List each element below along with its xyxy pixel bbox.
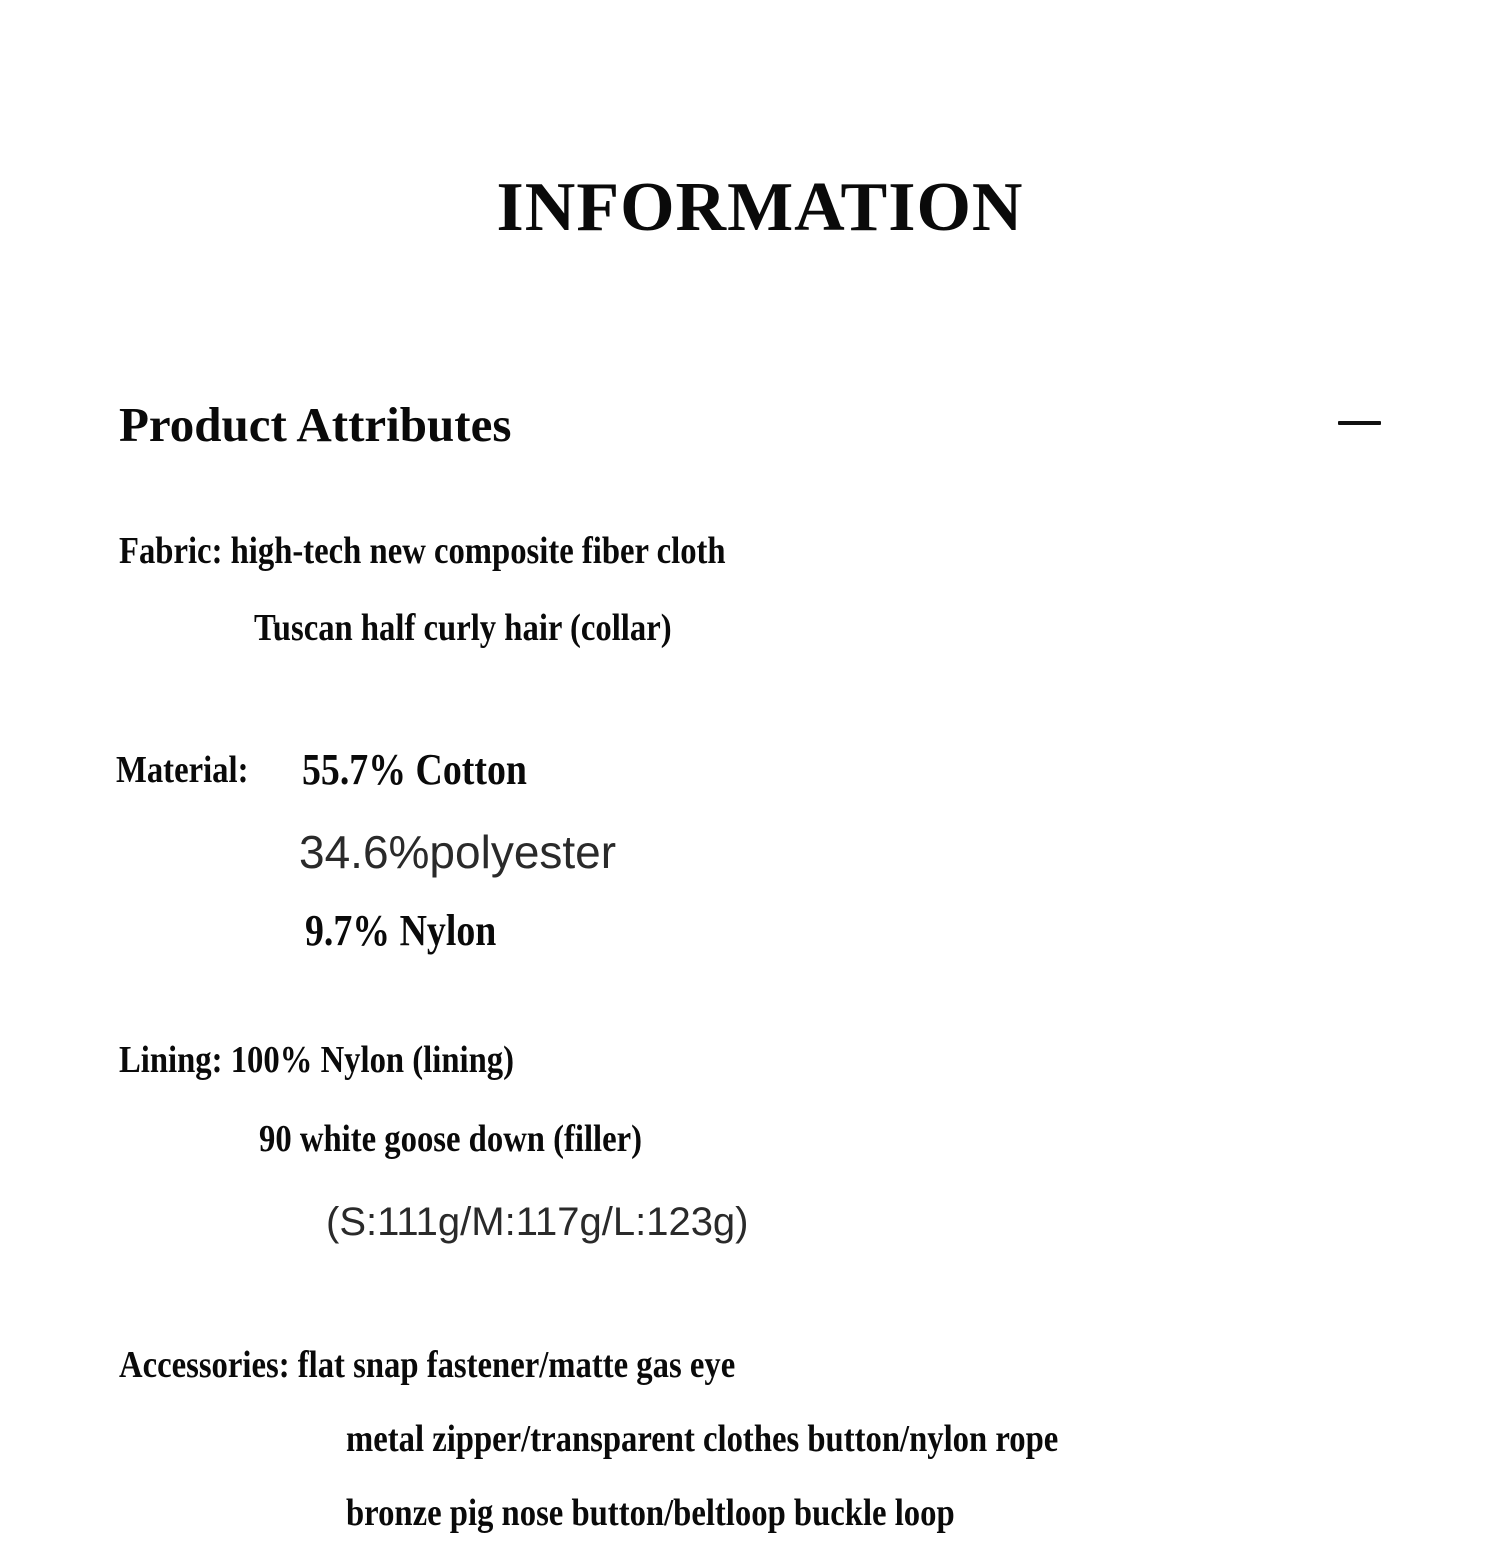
- lining-value-3: (S:111g/M:117g/L:123g): [326, 1200, 749, 1244]
- material-value-nylon: 9.7% Nylon: [305, 906, 497, 955]
- accessories-value-3: bronze pig nose button/beltloop buckle loop: [346, 1492, 955, 1534]
- fabric-row: [119, 528, 726, 574]
- lining-value-1: 100% Nylon (lining): [230, 1039, 514, 1081]
- material-value-cotton: 55.7% Cotton: [302, 745, 527, 794]
- accessories-label: Accessories:: [119, 1344, 290, 1386]
- accessories-value-2: metal zipper/transparent clothes button/nylon rope: [346, 1418, 1059, 1460]
- fabric-value-2: Tuscan half curly hair (collar): [254, 607, 672, 649]
- lining-value-2: 90 white goose down (filler): [259, 1118, 643, 1160]
- material-value-polyester: 34.6%polyester: [299, 826, 617, 878]
- lining-row: [119, 1037, 514, 1083]
- fabric-value-1: high-tech new composite fiber cloth: [230, 530, 726, 572]
- accessories-value-1: flat snap fastener/matte gas eye: [297, 1344, 736, 1386]
- page-title: INFORMATION: [496, 169, 1024, 246]
- lining-label: Lining:: [119, 1039, 223, 1081]
- accessories-row: [119, 1342, 735, 1388]
- material-label: Material:: [116, 749, 249, 791]
- fabric-label: Fabric:: [119, 530, 223, 572]
- minus-icon[interactable]: [1338, 421, 1381, 425]
- section-title-product-attributes: Product Attributes: [119, 397, 512, 452]
